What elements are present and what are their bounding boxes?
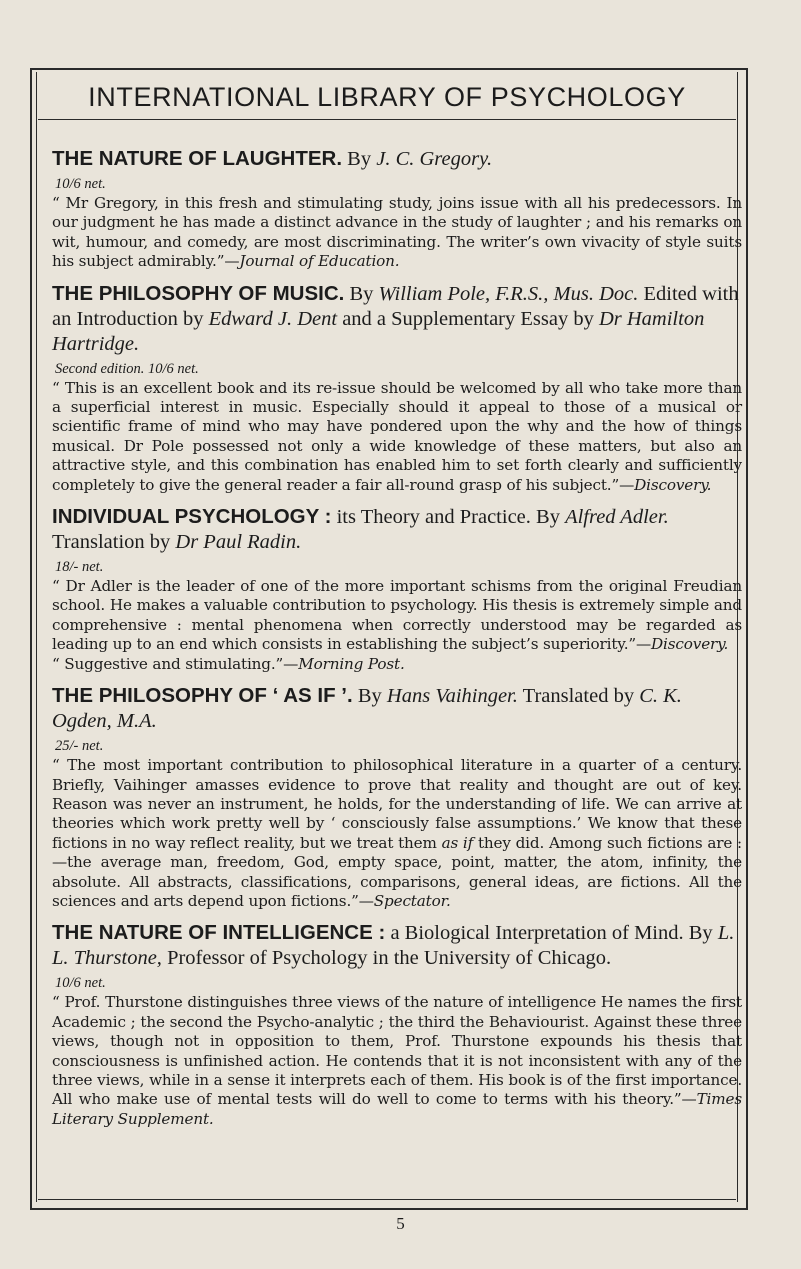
book-entry (52, 281, 742, 495)
book-price: Second edition. 10/6 net. (55, 360, 199, 377)
by-label: By (349, 282, 374, 305)
book-price: 10/6 net. (55, 176, 106, 192)
book-author: Hans Vaihinger. (386, 685, 518, 708)
book-price: 18/- net. (55, 559, 104, 576)
book-review: “ Prof. Thurstone distinguishes three views of the nature of intelligence He names the first Academic ; the second the Psycho-analytic ; the third the Behaviourist. Against these three views, though not in opposition to them, Prof. Thurstone expounds his thesis that consciousness is unfinished action. He contends that it is not inconsistent with any of the three views, while in a sense it interprets each of them. His book is of the first importance. All who make use of mental tests will do well to come to terms with his theory.”—Times Literary Supplement. (52, 993, 742, 1128)
book-heading (52, 146, 742, 172)
book-essay-note: and a Supplementary Essay by (342, 307, 594, 330)
bottom-rule (38, 1199, 736, 1200)
author-affiliation: Professor of Psychology in the University of Chicago. (167, 947, 612, 970)
book-review: “ Dr Adler is the leader of one of the more important schisms from the original Freudian school. He makes a valuable contribution to psychology. His thesis is extremely simple and comprehensive : mental phenomena when correctly understood may be regarded as leading up to an end which consists in establishing the subject’s superiority.”—Discovery. “ Suggestive and stimulating.”—Morning Post. (52, 577, 742, 673)
book-heading (52, 281, 742, 357)
book-title: THE NATURE OF INTELLIGENCE : (52, 921, 386, 945)
book-heading (52, 683, 742, 734)
book-author: Alfred Adler. (565, 506, 669, 529)
book-author: J. C. Gregory. (376, 148, 493, 170)
book-price: 25/- net. (55, 738, 104, 755)
review-source: Spectator. (373, 891, 451, 910)
book-title: THE PHILOSOPHY OF MUSIC. (52, 281, 345, 305)
book-entry (52, 504, 742, 674)
series-title: INTERNATIONAL LIBRARY OF PSYCHOLOGY (88, 82, 686, 112)
book-entry (52, 146, 742, 272)
book-title: THE PHILOSOPHY OF ‘ AS IF ’. (52, 684, 353, 708)
book-heading (52, 504, 742, 555)
book-heading (52, 920, 742, 971)
by-label: By (536, 506, 560, 529)
by-label: By (347, 148, 372, 170)
book-title: THE NATURE OF LAUGHTER. (52, 147, 343, 170)
book-translator: C. K. Ogden, M.A. (52, 685, 682, 733)
book-subtitle: a Biological Interpretation of Mind. (390, 922, 684, 945)
review-source: Discovery. (634, 475, 712, 494)
book-entry (52, 683, 742, 911)
by-label: By (688, 922, 713, 945)
book-list (52, 146, 742, 1138)
book-entry (52, 920, 742, 1129)
review-source: Times Literary Supplement. (52, 1090, 742, 1128)
book-review: “ The most important contribution to philosophical literature in a quarter of a century. Briefly, Vaihinger amasses evidence to prove that reality and thought are out of key. Reason was never an instrument, he holds, for the understanding of life. We can arrive at theories which work pretty well by ‘ consciously false assumptions.’ We know that these fictions in no way reflect reality, but we treat them as if they did. Among such fictions are :—the average man, freedom, God, empty space, point, matter, the atom, infinity, the absolute. All abstracts, classifications, comparisons, general ideas, are fictions. All the sciences and arts depend upon fictions.”—Spectator. (52, 756, 742, 910)
book-title: INDIVIDUAL PSYCHOLOGY : (52, 505, 332, 529)
by-label: By (357, 685, 382, 708)
book-translation-note: Translated by (522, 685, 635, 708)
page-number: 5 (396, 1214, 405, 1233)
book-essayist: Dr Hamilton Hartridge. (52, 307, 705, 355)
book-translation-note: Translation by (52, 531, 171, 554)
book-review: “ This is an excellent book and its re-issue should be welcomed by all who take more than a superficial interest in music. Especially should it appeal to those of a musical or scientific frame of mind who may have pondered upon the why and the how of things musical. Dr Pole possessed not only a wide knowledge of these matters, but also an attractive style, and this combination has enabled him to set forth clearly and sufficiently completely to give the general reader a fair all-round grasp of his subject.”—Discovery. (52, 378, 742, 494)
title-rule (38, 119, 736, 120)
book-price: 10/6 net. (55, 975, 106, 992)
book-editor: Edward J. Dent (208, 307, 338, 330)
book-author: L. L. Thurstone, (52, 922, 735, 970)
book-author: William Pole, F.R.S., Mus. Doc. (378, 282, 639, 305)
book-translator: Dr Paul Radin. (175, 531, 302, 554)
review-source: Journal of Education. (239, 252, 400, 271)
book-review: “ Mr Gregory, in this fresh and stimulating study, joins issue with all his predecessors. In our judgment he has made a distinct advance in the study of laughter ; and his remarks on wit, humour, and comedy, are most discriminating. The writer’s own vivacity of style suits his subject admirably.”—Journal of Education. (52, 194, 742, 271)
review-source: Morning Post. (298, 654, 405, 673)
review-source: Discovery. (651, 635, 729, 654)
book-editor-note: Edited with an Introduction by (52, 282, 739, 330)
book-subtitle: its Theory and Practice. (336, 506, 531, 529)
